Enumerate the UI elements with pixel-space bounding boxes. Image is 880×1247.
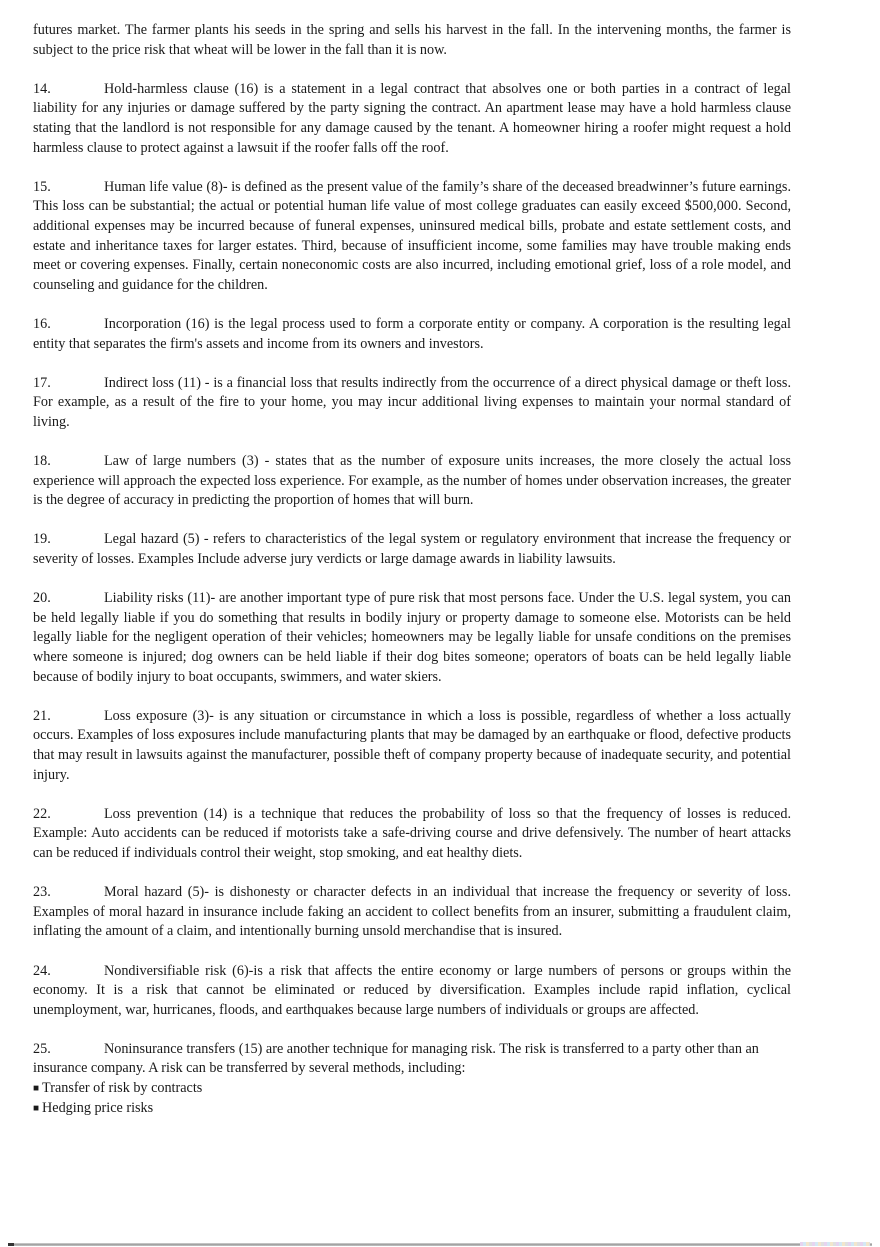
entry-24 xyxy=(33,962,791,1021)
entry-text: Liability risks (11)- are another important type of pure risk that most persons face. Under the U.S. legal system, you can be held legally liable if you do something that results in bodily injury or property damage to someone else. Motorists can be held legally liable for the negligent operation of their vehicles; homeowners may be legally liable for unsafe conditions on the premises where someone is injured; dog owners can be held liable if their dog bites someone; operators of boats can be held legally liable because of bodily injury to boat occupants, swimmers, and water skiers. xyxy=(33,590,791,685)
entry-20 xyxy=(33,589,791,687)
entry-text: Human life value (8)- is defined as the present value of the family’s share of the deceased breadwinner’s future earnings. This loss can be substantial; the actual or potential human life value of most college graduates can easily exceed $500,000. Second, additional expenses may be incurred because of funeral expenses, uninsured medical bills, probate and estate settlement costs, and estate and inheritance taxes for larger estates. Third, because of insufficient income, some families may have trouble making ends meet or covering expenses. Finally, certain noneconomic costs are also incurred, including emotional grief, loss of a role model, and counseling and guidance for the children. xyxy=(33,178,791,293)
entry-number: 16. xyxy=(33,315,51,332)
entry-22 xyxy=(33,805,791,864)
entry-number: 18. xyxy=(33,453,51,470)
entry-21 xyxy=(33,707,791,785)
entry-number: 20. xyxy=(33,590,51,607)
entry-19 xyxy=(33,530,791,569)
entry-number: 21. xyxy=(33,707,51,724)
entry-text: Nondiversifiable risk (6)-is a risk that affects the entire economy or large numbers of persons or groups within the economy. It is a risk that cannot be eliminated or reduced by diversification. Examples include rapid inflation, cyclical unemployment, war, hurricanes, floods, and earthquakes because large numbers of individuals or groups are affected. xyxy=(33,962,791,1018)
entry-25 xyxy=(33,1040,791,1079)
entry-number: 24. xyxy=(33,962,51,979)
entry-text: Legal hazard (5) - refers to characteristics of the legal system or regulatory environment that increase the frequency or severity of losses. Examples Include adverse jury verdicts or large damage awards in liability lawsuits. xyxy=(33,531,791,568)
entry-number: 22. xyxy=(33,805,51,822)
list-item-text: Hedging price risks xyxy=(42,1099,154,1116)
entry-text: Hold-harmless clause (16) is a statement in a legal contract that absolves one or both parties in a contract of legal liability for any injuries or damage suffered by the party signing the contract. An apartment lease may have a hold harmless clause stating that the landlord is not responsible for any damage caused by the tenant. A homeowner hiring a roofer might request a hold harmless clause to protect against a lawsuit if the roofer falls off the roof. xyxy=(33,80,791,156)
entry-text: Noninsurance transfers (15) are another technique for managing risk. The risk is transferred to a party other than an insurance company. A risk can be transferred by several methods, including: xyxy=(33,1040,759,1077)
entry-number: 14. xyxy=(33,80,51,97)
list-item xyxy=(33,1099,791,1119)
square-bullet-icon: ■ xyxy=(33,1102,40,1114)
list-item xyxy=(33,1079,791,1099)
document-page xyxy=(33,21,791,1118)
list-item-text: Transfer of risk by contracts xyxy=(42,1080,203,1097)
entry-15 xyxy=(33,178,791,296)
entry-number: 17. xyxy=(33,374,51,391)
square-bullet-icon: ■ xyxy=(33,1083,40,1095)
entry-18 xyxy=(33,452,791,511)
entry-text: Law of large numbers (3) - states that as the number of exposure units increases, the more closely the actual loss experience will approach the expected loss experience. For example, as the number of homes under observation increases, the greater is the degree of accuracy in predicting the proportion of homes that will burn. xyxy=(33,453,791,509)
page-bottom-edge-artifact xyxy=(800,1242,870,1246)
intro-paragraph: futures market. The farmer plants his seeds in the spring and sells his harvest in the fall. In the intervening months, the farmer is subject to the price risk that wheat will be lower in the fall than it is now. xyxy=(33,22,791,58)
entry-number: 25. xyxy=(33,1040,51,1057)
entry-number: 23. xyxy=(33,884,51,901)
entry-text: Loss prevention (14) is a technique that reduces the probability of loss so that the frequency of losses is reduced. Example: Auto accidents can be reduced if motorists take a safe-driving course and drive defensively. The number of heart attacks can be reduced if individuals control their weight, stop smoking, and eat healthy diets. xyxy=(33,805,791,861)
entry-number: 19. xyxy=(33,531,51,548)
page-bottom-edge xyxy=(8,1243,872,1246)
entry-14 xyxy=(33,80,791,158)
entry-text: Loss exposure (3)- is any situation or circumstance in which a loss is possible, regardless of whether a loss actually occurs. Examples of loss exposures include manufacturing plants that may be damaged by an earthquake or flood, defective products that may result in lawsuits against the manufacturer, possible theft of company property because of inadequate security, and potential injury. xyxy=(33,707,791,783)
entry-number: 15. xyxy=(33,178,51,195)
entry-text: Moral hazard (5)- is dishonesty or character defects in an individual that increase the frequency or severity of loss. Examples of moral hazard in insurance include faking an accident to collect benefits from an insurer, submitting a fraudulent claim, inflating the amount of a claim, and intentionally burning unsold merchandise that is insured. xyxy=(33,884,791,940)
entry-text: Incorporation (16) is the legal process used to form a corporate entity or company. A corporation is the resulting legal entity that separates the firm's assets and income from its owners and investors. xyxy=(33,315,791,352)
page-bottom-edge-start xyxy=(8,1243,14,1246)
entry-16 xyxy=(33,315,791,354)
transfer-methods-list xyxy=(33,1079,791,1118)
entry-23 xyxy=(33,883,791,942)
entry-17 xyxy=(33,374,791,433)
entry-text: Indirect loss (11) - is a financial loss that results indirectly from the occurrence of a direct physical damage or theft loss. For example, as a result of the fire to your home, you may incur additional living expenses to maintain your normal standard of living. xyxy=(33,374,791,430)
